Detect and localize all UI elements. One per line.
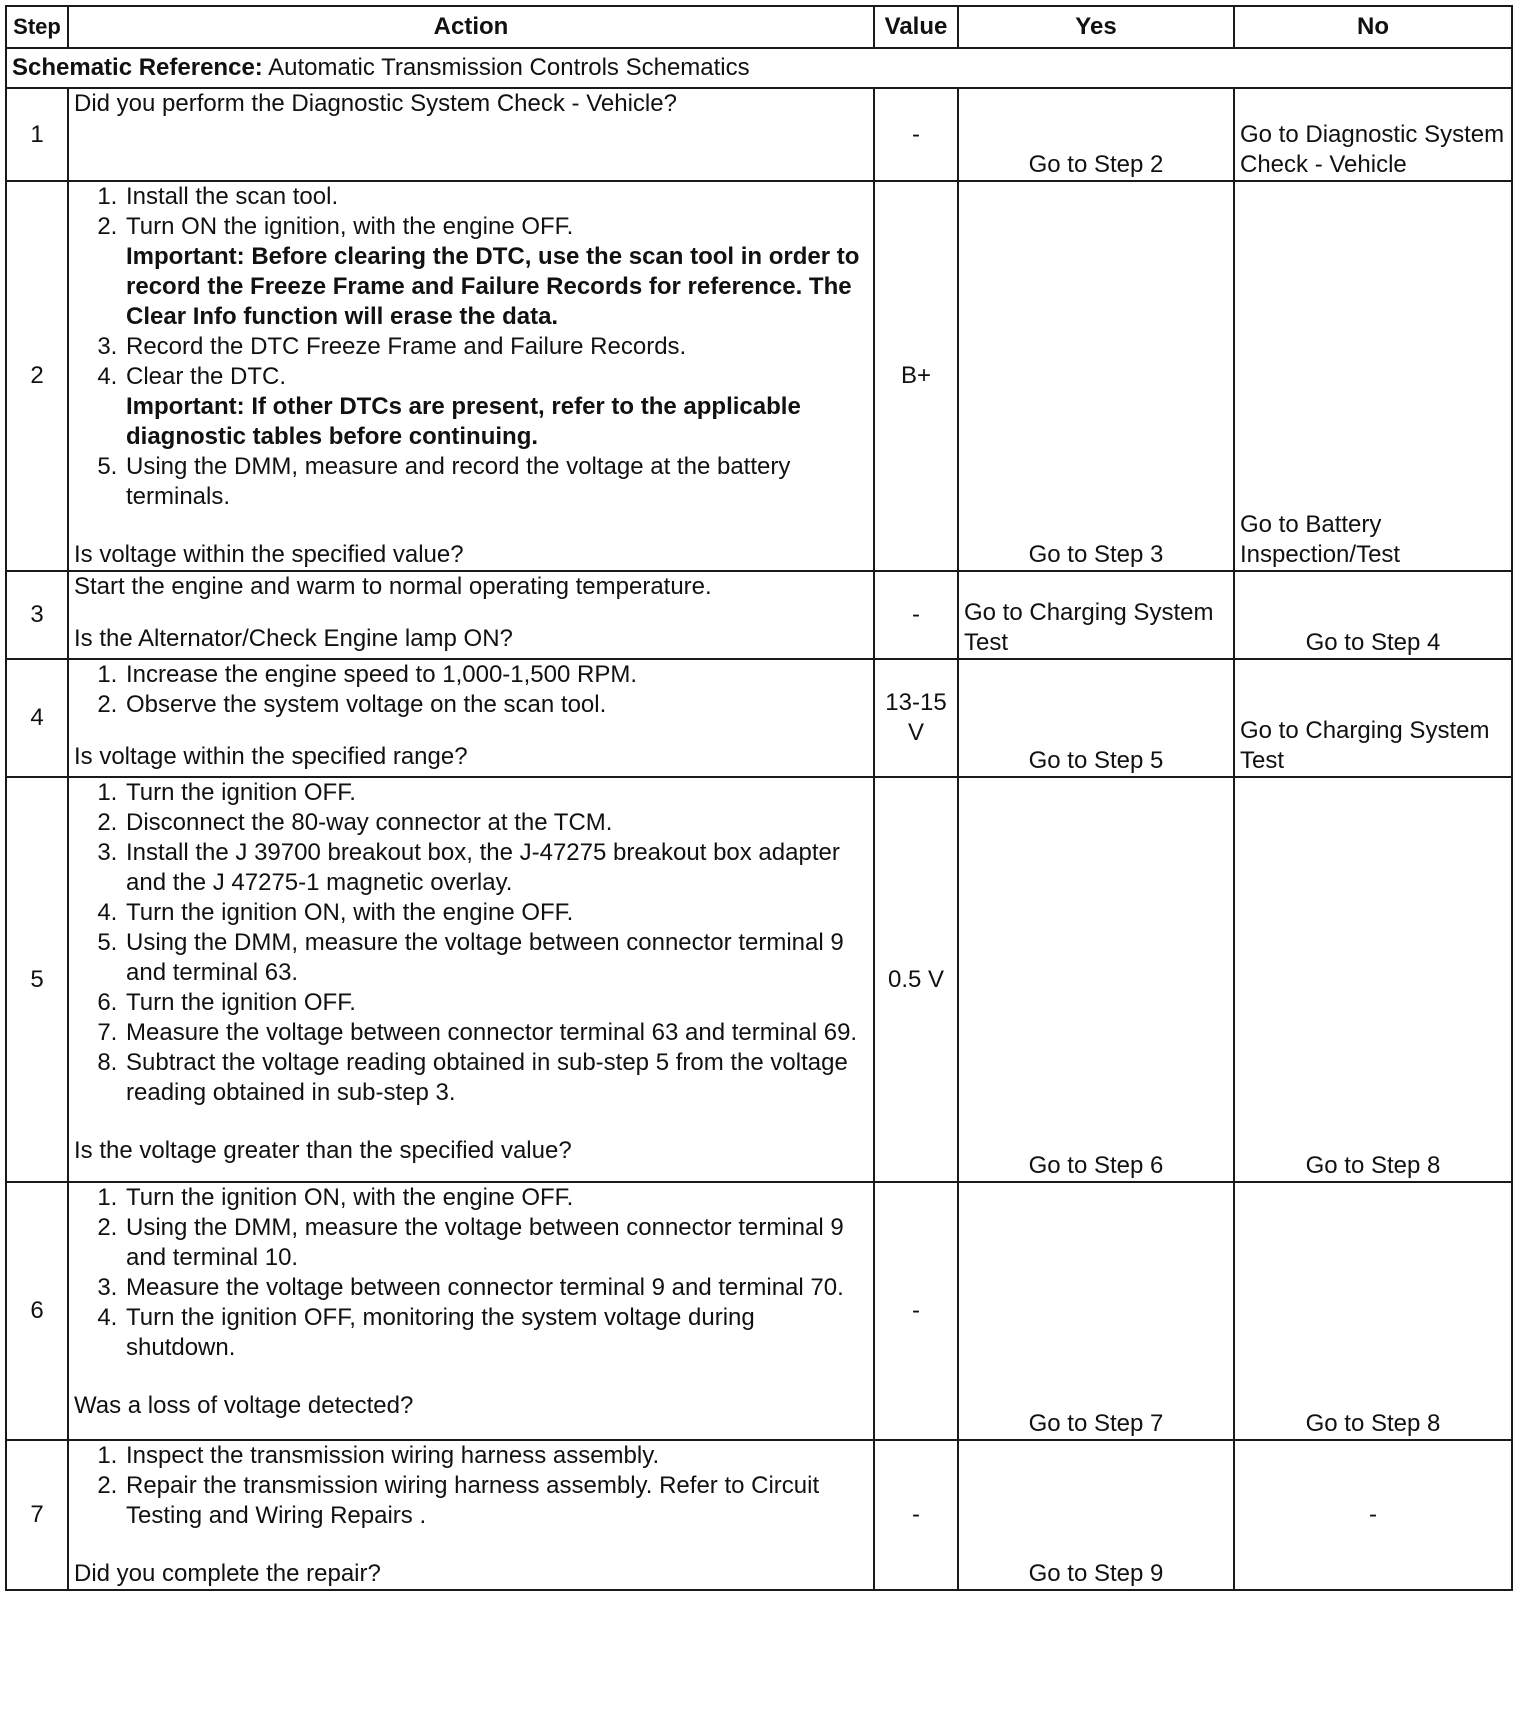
yes-cell[interactable]: Go to Step 5 bbox=[958, 659, 1234, 777]
action-steps bbox=[74, 182, 868, 512]
table-row bbox=[6, 777, 1512, 1182]
header-no: No bbox=[1234, 6, 1512, 48]
header-row bbox=[6, 6, 1512, 48]
important-note: Important: If other DTCs are present, refer to the applicable diagnostic tables before continuing. bbox=[126, 393, 801, 450]
value-cell: B+ bbox=[874, 181, 958, 571]
table-row bbox=[6, 181, 1512, 571]
diagnostic-table bbox=[5, 5, 1513, 1591]
value-cell: 0.5 V bbox=[874, 777, 958, 1182]
action-step: 1. Turn the ignition ON, with the engine OFF. bbox=[124, 1183, 868, 1213]
yes-cell[interactable]: Go to Step 6 bbox=[958, 777, 1234, 1182]
step-number: 3 bbox=[6, 571, 68, 659]
header-value: Value bbox=[874, 6, 958, 48]
no-cell[interactable]: Go to Diagnostic System Check - Vehicle bbox=[1234, 88, 1512, 181]
step-number: 6 bbox=[6, 1182, 68, 1440]
step-number: 2 bbox=[6, 181, 68, 571]
step-number: 4 bbox=[6, 659, 68, 777]
no-cell[interactable]: Go to Step 8 bbox=[1234, 1182, 1512, 1440]
yes-cell[interactable]: Go to Step 3 bbox=[958, 181, 1234, 571]
action-intro: Start the engine and warm to normal operating temperature. bbox=[74, 573, 712, 600]
action-question: Was a loss of voltage detected? bbox=[74, 1392, 414, 1419]
no-cell[interactable]: Go to Battery Inspection/Test bbox=[1234, 181, 1512, 571]
action-question: Is the Alternator/Check Engine lamp ON? bbox=[74, 625, 513, 652]
action-step: 3. Record the DTC Freeze Frame and Failure Records. bbox=[124, 332, 868, 362]
step-number: 1 bbox=[6, 88, 68, 181]
value-cell: - bbox=[874, 571, 958, 659]
action-step: 2. Disconnect the 80-way connector at the TCM. bbox=[124, 808, 868, 838]
important-note: Important: Before clearing the DTC, use the scan tool in order to record the Freeze Frame and Failure Records for reference. The Clear Info function will erase the data. bbox=[126, 243, 860, 330]
action-question: Did you complete the repair? bbox=[74, 1560, 381, 1587]
yes-cell[interactable]: Go to Step 2 bbox=[958, 88, 1234, 181]
action-cell bbox=[68, 571, 874, 659]
value-cell: - bbox=[874, 88, 958, 181]
header-action: Action bbox=[68, 6, 874, 48]
action-question: Is voltage within the specified value? bbox=[74, 541, 464, 568]
action-step: 1. Turn the ignition OFF. bbox=[124, 778, 868, 808]
action-step: 3. Measure the voltage between connector terminal 9 and terminal 70. bbox=[124, 1273, 868, 1303]
action-step: 8. Subtract the voltage reading obtained in sub-step 5 from the voltage reading obtained in sub-step 3. bbox=[124, 1048, 868, 1108]
no-cell[interactable]: Go to Step 4 bbox=[1234, 571, 1512, 659]
value-cell: - bbox=[874, 1440, 958, 1590]
action-step: 5. Using the DMM, measure and record the voltage at the battery terminals. bbox=[124, 452, 868, 512]
action-step: 7. Measure the voltage between connector terminal 63 and terminal 69. bbox=[124, 1018, 868, 1048]
yes-cell[interactable]: Go to Step 7 bbox=[958, 1182, 1234, 1440]
table-row bbox=[6, 88, 1512, 181]
step-number: 7 bbox=[6, 1440, 68, 1590]
action-cell bbox=[68, 659, 874, 777]
action-cell bbox=[68, 1182, 874, 1440]
action-question: Is voltage within the specified range? bbox=[74, 743, 468, 770]
header-yes: Yes bbox=[958, 6, 1234, 48]
schematic-reference-label: Schematic Reference: bbox=[12, 54, 263, 81]
action-step: 4. Turn the ignition ON, with the engine OFF. bbox=[124, 898, 868, 928]
value-cell: 13-15 V bbox=[874, 659, 958, 777]
action-step: 2. Using the DMM, measure the voltage between connector terminal 9 and terminal 10. bbox=[124, 1213, 868, 1273]
action-step: 2. Repair the transmission wiring harness assembly. Refer to Circuit Testing and Wiring Repairs . bbox=[124, 1471, 868, 1531]
action-step: 2. Observe the system voltage on the scan tool. bbox=[124, 690, 868, 720]
no-cell[interactable]: Go to Step 8 bbox=[1234, 777, 1512, 1182]
table-row bbox=[6, 659, 1512, 777]
schematic-reference-link[interactable]: Automatic Transmission Controls Schematics bbox=[262, 54, 750, 81]
action-step: 2. Turn ON the ignition, with the engine OFF. Important: Before clearing the DTC, use the scan tool in order to record the Freeze Frame and Failure Records for reference. The Clear Info function will erase the data. bbox=[124, 212, 868, 332]
action-question: Did you perform the Diagnostic System Check - Vehicle? bbox=[74, 90, 677, 117]
action-step: 6. Turn the ignition OFF. bbox=[124, 988, 868, 1018]
action-step: 4. Turn the ignition OFF, monitoring the system voltage during shutdown. bbox=[124, 1303, 868, 1363]
action-step: 4. Clear the DTC. Important: If other DTCs are present, refer to the applicable diagnostic tables before continuing. bbox=[124, 362, 868, 452]
action-cell bbox=[68, 88, 874, 181]
action-steps bbox=[74, 660, 868, 720]
action-cell bbox=[68, 1440, 874, 1590]
action-steps bbox=[74, 778, 868, 1108]
table-row bbox=[6, 1440, 1512, 1590]
yes-cell[interactable]: Go to Charging System Test bbox=[958, 571, 1234, 659]
yes-cell[interactable]: Go to Step 9 bbox=[958, 1440, 1234, 1590]
action-step: 1. Install the scan tool. bbox=[124, 182, 868, 212]
schematic-reference-row bbox=[6, 48, 1512, 88]
table-row bbox=[6, 1182, 1512, 1440]
no-cell: - bbox=[1234, 1440, 1512, 1590]
action-step: 5. Using the DMM, measure the voltage between connector terminal 9 and terminal 63. bbox=[124, 928, 868, 988]
action-cell bbox=[68, 777, 874, 1182]
action-step: 1. Increase the engine speed to 1,000-1,500 RPM. bbox=[124, 660, 868, 690]
schematic-reference bbox=[6, 48, 1512, 88]
action-steps bbox=[74, 1183, 868, 1363]
action-step: 1. Inspect the transmission wiring harness assembly. bbox=[124, 1441, 868, 1471]
step-number: 5 bbox=[6, 777, 68, 1182]
table-row bbox=[6, 571, 1512, 659]
value-cell: - bbox=[874, 1182, 958, 1440]
action-steps bbox=[74, 1441, 868, 1531]
action-cell bbox=[68, 181, 874, 571]
action-question: Is the voltage greater than the specified value? bbox=[74, 1137, 572, 1164]
action-step: 3. Install the J 39700 breakout box, the J-47275 breakout box adapter and the J 47275-1 magnetic overlay. bbox=[124, 838, 868, 898]
no-cell[interactable]: Go to Charging System Test bbox=[1234, 659, 1512, 777]
header-step: Step bbox=[6, 6, 68, 48]
